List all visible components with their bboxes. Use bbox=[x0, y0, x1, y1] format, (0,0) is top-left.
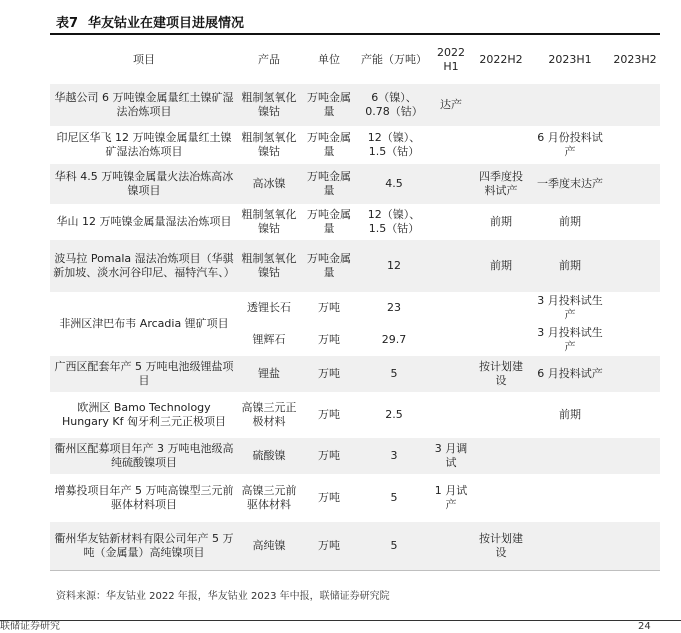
table-number: 表7 bbox=[56, 16, 79, 31]
cell-capacity: 4.5 bbox=[358, 164, 430, 204]
cell-2022h2 bbox=[472, 292, 530, 324]
cell-2022h1 bbox=[430, 240, 472, 292]
table-row bbox=[50, 84, 660, 126]
cell-2023h2 bbox=[610, 324, 660, 356]
cell-capacity: 5 bbox=[358, 356, 430, 392]
header-project: 项目 bbox=[133, 53, 155, 66]
cell-product: 粗制氢氧化镍钴 bbox=[238, 84, 300, 126]
header-2022h1: 2022H1 bbox=[437, 46, 465, 73]
table-row bbox=[50, 204, 660, 240]
cell-2022h1 bbox=[430, 392, 472, 438]
cell-2023h1 bbox=[530, 474, 610, 522]
table-row bbox=[50, 474, 660, 522]
cell-2023h1: 3 月投料试生产 bbox=[530, 324, 610, 356]
table-row bbox=[50, 356, 660, 392]
cell-2023h2 bbox=[610, 204, 660, 240]
cell-project: 欧洲区 Bamo Technology Hungary Kf 匈牙利三元正极项目 bbox=[50, 392, 238, 438]
cell-2023h2 bbox=[610, 438, 660, 474]
cell-capacity: 2.5 bbox=[358, 392, 430, 438]
cell-product: 高镍三元前驱体材料 bbox=[238, 474, 300, 522]
footer-rule bbox=[0, 620, 681, 621]
header-capacity: 产能（万吨） bbox=[361, 53, 427, 66]
cell-project: 华越公司 6 万吨镍金属量红土镍矿湿法冶炼项目 bbox=[50, 84, 238, 126]
cell-2022h1 bbox=[430, 164, 472, 204]
cell-project: 增募投项目年产 5 万吨高镍型三元前驱体材料项目 bbox=[50, 474, 238, 522]
top-rule bbox=[50, 33, 660, 35]
cell-product: 硫酸镍 bbox=[238, 438, 300, 474]
cell-2023h1: 一季度末达产 bbox=[530, 164, 610, 204]
table-row bbox=[50, 438, 660, 474]
cell-2023h1 bbox=[530, 522, 610, 570]
cell-product: 高冰镍 bbox=[238, 164, 300, 204]
source-note: 资料来源：华友钴业 2022 年报，华友钴业 2023 年中报，联储证券研究院 bbox=[56, 591, 390, 602]
cell-product: 粗制氢氧化镍钴 bbox=[238, 204, 300, 240]
cell-2022h2: 四季度投料试产 bbox=[472, 164, 530, 204]
cell-2023h2 bbox=[610, 292, 660, 324]
cell-unit: 万吨 bbox=[300, 292, 358, 324]
cell-project: 非洲区津巴布韦 Arcadia 锂矿项目 bbox=[50, 292, 238, 356]
header-product: 产品 bbox=[258, 53, 280, 66]
cell-2022h2 bbox=[472, 392, 530, 438]
cell-2022h1 bbox=[430, 356, 472, 392]
cell-product: 锂盐 bbox=[238, 356, 300, 392]
cell-product: 粗制氢氧化镍钴 bbox=[238, 240, 300, 292]
cell-product: 高纯镍 bbox=[238, 522, 300, 570]
table-row bbox=[50, 522, 660, 570]
cell-2022h2: 前期 bbox=[472, 240, 530, 292]
cell-2022h2 bbox=[472, 324, 530, 356]
cell-project: 波马拉 Pomala 湿法冶炼项目（华骐新加坡、淡水河谷印尼、福特汽车、） bbox=[50, 240, 238, 292]
table-row bbox=[50, 392, 660, 438]
header-unit: 单位 bbox=[318, 53, 340, 66]
cell-unit: 万吨 bbox=[300, 438, 358, 474]
cell-2022h1 bbox=[430, 204, 472, 240]
cell-2023h2 bbox=[610, 84, 660, 126]
cell-project: 印尼区华飞 12 万吨镍金属量红土镍矿湿法冶炼项目 bbox=[50, 126, 238, 164]
cell-2022h1: 达产 bbox=[430, 84, 472, 126]
cell-2022h1: 1 月试产 bbox=[430, 474, 472, 522]
header-row bbox=[50, 36, 660, 84]
header-2022h2: 2022H2 bbox=[479, 53, 523, 66]
table-row bbox=[50, 164, 660, 204]
cell-2022h2: 按计划建设 bbox=[472, 522, 530, 570]
cell-2022h2 bbox=[472, 438, 530, 474]
cell-capacity: 12（镍）、1.5（钴） bbox=[358, 126, 430, 164]
cell-2023h1: 6 月份投料试产 bbox=[530, 126, 610, 164]
cell-capacity: 29.7 bbox=[358, 324, 430, 356]
cell-2023h2 bbox=[610, 522, 660, 570]
table-title-text: 华友钴业在建项目进展情况 bbox=[88, 16, 245, 31]
cell-unit: 万吨金属量 bbox=[300, 126, 358, 164]
table-row bbox=[50, 292, 660, 324]
table-title bbox=[56, 12, 244, 31]
cell-project: 衢州华友钴新材料有限公司年产 5 万吨（金属量）高纯镍项目 bbox=[50, 522, 238, 570]
cell-unit: 万吨金属量 bbox=[300, 240, 358, 292]
cell-unit: 万吨 bbox=[300, 356, 358, 392]
table-row bbox=[50, 240, 660, 292]
cell-capacity: 5 bbox=[358, 522, 430, 570]
cell-2022h2: 前期 bbox=[472, 204, 530, 240]
cell-unit: 万吨金属量 bbox=[300, 164, 358, 204]
cell-2022h2 bbox=[472, 84, 530, 126]
cell-2023h1 bbox=[530, 438, 610, 474]
cell-2022h1 bbox=[430, 292, 472, 324]
cell-capacity: 6（镍）、0.78（钴） bbox=[358, 84, 430, 126]
cell-2023h2 bbox=[610, 164, 660, 204]
footer-brand: 联储证券研究 bbox=[0, 621, 60, 632]
cell-unit: 万吨 bbox=[300, 392, 358, 438]
cell-2022h1 bbox=[430, 522, 472, 570]
cell-2022h1 bbox=[430, 126, 472, 164]
cell-2022h2 bbox=[472, 474, 530, 522]
cell-product: 粗制氢氧化镍钴 bbox=[238, 126, 300, 164]
table-row bbox=[50, 126, 660, 164]
cell-capacity: 12（镍）、1.5（钴） bbox=[358, 204, 430, 240]
cell-unit: 万吨 bbox=[300, 522, 358, 570]
cell-2023h2 bbox=[610, 474, 660, 522]
cell-2022h2: 按计划建设 bbox=[472, 356, 530, 392]
cell-2023h2 bbox=[610, 240, 660, 292]
cell-2023h2 bbox=[610, 356, 660, 392]
cell-unit: 万吨 bbox=[300, 474, 358, 522]
cell-capacity: 12 bbox=[358, 240, 430, 292]
cell-project: 华科 4.5 万吨镍金属量火法冶炼高冰镍项目 bbox=[50, 164, 238, 204]
cell-2022h1 bbox=[430, 324, 472, 356]
cell-product: 高镍三元正极材料 bbox=[238, 392, 300, 438]
cell-unit: 万吨金属量 bbox=[300, 204, 358, 240]
cell-2023h2 bbox=[610, 126, 660, 164]
cell-unit: 万吨 bbox=[300, 324, 358, 356]
cell-unit: 万吨金属量 bbox=[300, 84, 358, 126]
cell-capacity: 3 bbox=[358, 438, 430, 474]
cell-2023h1: 3 月投料试生产 bbox=[530, 292, 610, 324]
header-2023h1: 2023H1 bbox=[548, 53, 592, 66]
cell-2023h1: 前期 bbox=[530, 392, 610, 438]
cell-project: 广西区配套年产 5 万吨电池级锂盐项目 bbox=[50, 356, 238, 392]
cell-2023h1: 6 月投料试产 bbox=[530, 356, 610, 392]
header-2023h2: 2023H2 bbox=[613, 53, 657, 66]
cell-product: 锂辉石 bbox=[238, 324, 300, 356]
cell-2023h1: 前期 bbox=[530, 240, 610, 292]
cell-project: 华山 12 万吨镍金属量湿法冶炼项目 bbox=[50, 204, 238, 240]
cell-project: 衢州区配募项目年产 3 万吨电池级高纯硫酸镍项目 bbox=[50, 438, 238, 474]
project-progress-table bbox=[50, 36, 660, 571]
cell-2023h1 bbox=[530, 84, 610, 126]
cell-2022h1: 3 月调试 bbox=[430, 438, 472, 474]
cell-product: 透锂长石 bbox=[238, 292, 300, 324]
cell-capacity: 23 bbox=[358, 292, 430, 324]
cell-2023h2 bbox=[610, 392, 660, 438]
page-number: 24 bbox=[638, 621, 651, 632]
cell-capacity: 5 bbox=[358, 474, 430, 522]
cell-2023h1: 前期 bbox=[530, 204, 610, 240]
cell-2022h2 bbox=[472, 126, 530, 164]
